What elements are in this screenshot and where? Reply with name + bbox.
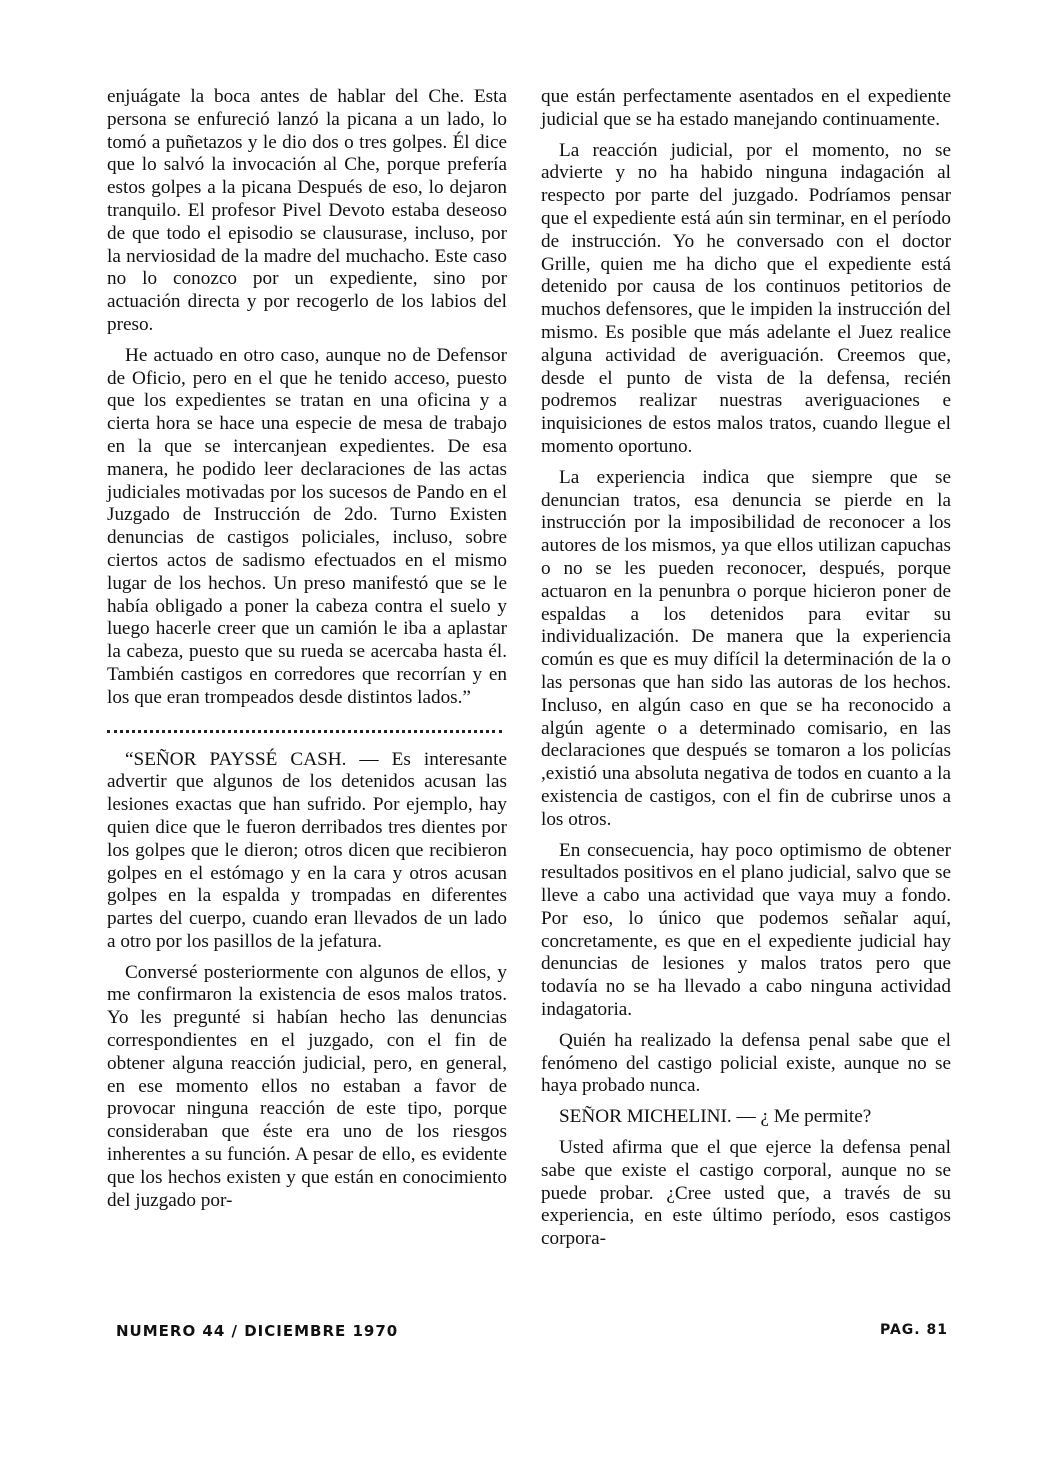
paragraph: que están perfectamente asentados en el expediente judicial que se ha estado manejando continuamente. (541, 86, 951, 130)
left-column (107, 86, 507, 1220)
page-number: PAG. 81 (880, 1322, 948, 1338)
paragraph: enjuágate la boca antes de hablar del Che. Esta persona se enfureció lanzó la picana a un lado, lo tomó a puñetazos y le dio dos o tres golpes. Él dice que lo salvó la invocación al Che, porque prefería estos golpes a la picana Después de eso, lo dejaron tranquilo. El profesor Pivel Devoto estaba deseoso de que todo el episodio se clausurase, incluso, por la nerviosidad de la madre del muchacho. Este caso no lo conozco por un expediente, sino por actuación directa y por recogerlo de los labios del preso. (107, 86, 507, 335)
paragraph: Usted afirma que el que ejerce la defensa penal sabe que existe el castigo corporal, aunque no se puede probar. ¿Cree usted que, a través de su experiencia, en este último período, esos castigos corpora- (541, 1137, 951, 1250)
paragraph: Quién ha realizado la defensa penal sabe que el fenómeno del castigo policial existe, aunque no se haya probado nunca. (541, 1029, 951, 1097)
paragraph: En consecuencia, hay poco optimismo de obtener resultados positivos en el plano judicial, salvo que se lleve a cabo una actividad que vaya muy a fondo. Por eso, lo único que podemos señalar aquí, concretamente, es que en el expediente judicial hay denuncias de lesiones y malos tratos pero que todavía no se ha llevado a cabo ninguna actividad indagatoria. (541, 839, 951, 1021)
speaker-line: SEÑOR MICHELINI. — ¿ Me permite? (559, 1106, 872, 1128)
right-column (541, 86, 951, 1259)
paragraph: La experiencia indica que siempre que se denuncian tratos, esa denuncia se pierde en la instrucción por la imposibilidad de reconocer a los autores de los mismos, ya que ellos utilizan capuchas o no se les pueden reconocer, después, porque actuaron en la penunbra o porque hicieron poner de espaldas a los detenidos para evitar su individualización. De manera que la experiencia común es que es muy difícil la determinación de la o las personas que han sido las autoras de los hechos. Incluso, en algún caso en que se ha reconocido a algún agente o a determinado comisario, en las declaraciones que después se tomaron a los policías ,existió una absoluta negativa de todos en cuanto a la existencia de castigos, con el fin de cubrirse unos a los otros. (541, 466, 951, 830)
paragraph: La reacción judicial, por el momento, no se advierte y no ha habido ninguna indagación al respecto por parte del juzgado. Podríamos pensar que el expediente está aún sin terminar, en el período de instrucción. Yo he conversado con el doctor Grille, quien me ha dicho que el expediente está detenido por causa de los continuos petitorios de muchos defensores, que le impiden la instrucción del mismo. Es posible que más adelante el Juez realice alguna actividad de averiguación. Creemos que, desde el punto de vista de la defensa, recién podremos realizar nuestras averiguaciones e inquisiciones de estos malos tratos, cuando llegue el momento oportuno. (541, 139, 951, 457)
dotted-separator (107, 728, 502, 733)
paragraph: Conversé posteriormente con algunos de ellos, y me confirmaron la existencia de esos malos tratos. Yo les pregunté si habían hecho las denuncias correspondientes en el juzgado, con el fin de obtener alguna reacción judicial, pero, en general, en ese momento ellos no estaban a favor de provocar ninguna reacción de este tipo, porque consideraban que éste era uno de los riesgos inherentes a su función. A pesar de ello, es evidente que los hechos existen y que están en conocimiento del juzgado por- (107, 961, 507, 1211)
paragraph: He actuado en otro caso, aunque no de Defensor de Oficio, pero en el que he tenido acceso, puesto que los expedientes se tratan en una oficina y a cierta hora se hace una especie de mesa de trabajo en la que se intercanjean expedientes. De esa manera, he podido leer declaraciones de las actas judiciales motivadas por los sucesos de Pando en el Juzgado de Instrucción de 2do. Turno Existen denuncias de castigos policiales, incluso, sobre ciertos actos de sadismo efectuados en el mismo lugar de los hechos. Un preso manifestó que se le había obligado a poner la cabeza contra el suelo y luego hacerle creer que un camión le iba a aplastar la cabeza, puesto que su rueda se acercaba hasta él. También castigos en corredores que recorrían y en los que eran trompeados desde distintos lados.” (107, 344, 507, 708)
paragraph: “SEÑOR PAYSSÉ CASH. — Es interesante advertir que algunos de los detenidos acusan las lesiones exactas que han sufrido. Por ejemplo, hay quien dice que le fueron derribados tres dientes por los golpes que le dieron; otros dicen que recibieron golpes en el estómago y en la cara y otros acusan golpes en la espalda y trompadas en diferentes partes del cuerpo, cuando eran llevados de un lado a otro por los pasillos de la jefatura. (107, 748, 507, 952)
issue-footer: NUMERO 44 / DICIEMBRE 1970 (116, 1322, 399, 1340)
